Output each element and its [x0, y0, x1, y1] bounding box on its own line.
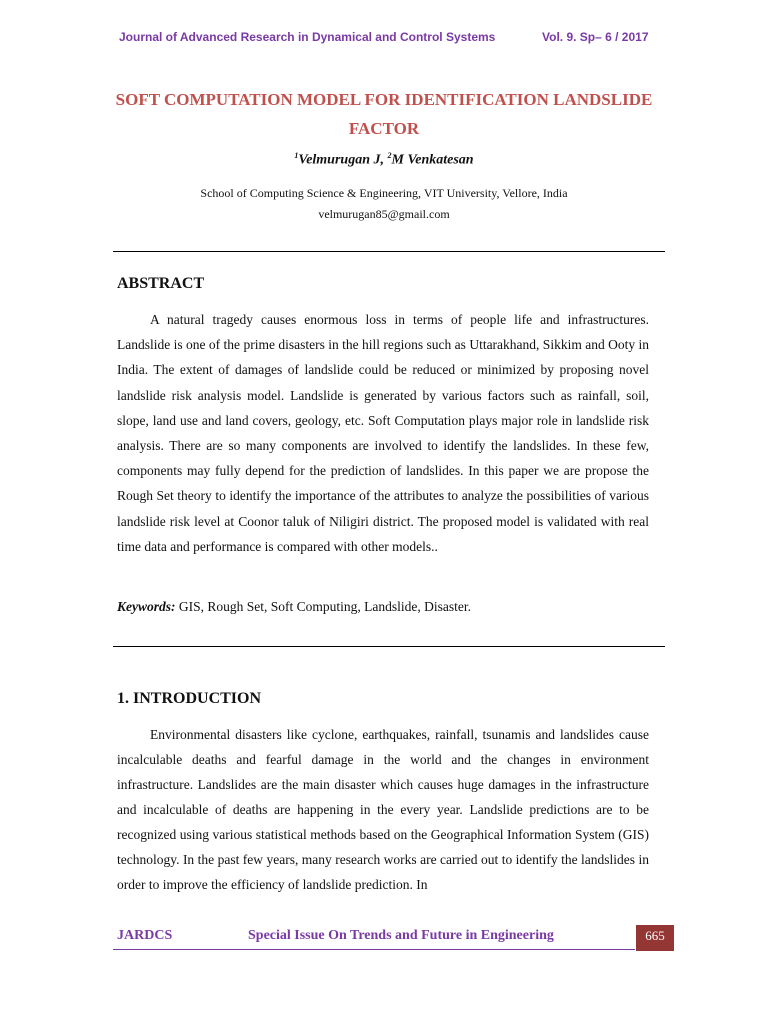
keywords-label: Keywords: — [117, 599, 176, 614]
paper-title-line-1: SOFT COMPUTATION MODEL FOR IDENTIFICATION LANDSLIDE — [115, 90, 653, 109]
footer-issue-title: Special Issue On Trends and Future in Engineering — [248, 928, 554, 943]
abstract-top-divider — [113, 251, 665, 252]
page-number: 665 — [636, 925, 674, 951]
keywords-text: GIS, Rough Set, Soft Computing, Landslide, Disaster. — [175, 599, 471, 614]
journal-name: Journal of Advanced Research in Dynamical and Control Systems — [119, 30, 496, 44]
author-1-name: Velmurugan J, — [298, 152, 388, 168]
paper-title-line-2: FACTOR — [348, 119, 420, 138]
introduction-text: Environmental disasters like cyclone, earthquakes, rainfall, tsunamis and landslides cause incalculable deaths and fearful damage in the world and the changes in environment infrastructure. Landslides are the main disaster which causes huge damages in the infrastructure and incalculable of deaths are happening in the every year. Landslide predictions are to be recognized using various statistical methods based on the Geographical Information System (GIS) technology. In the past few years, many research works are carried out to identify the landslides in order to improve the efficiency of landslide prediction. In — [117, 727, 649, 892]
author-1-affiliation-mark: 1 — [294, 151, 299, 160]
author-email: velmurugan85@gmail.com — [318, 207, 450, 221]
keywords-line — [117, 599, 471, 615]
author-2-affiliation-mark: 2 — [387, 151, 392, 160]
abstract-bottom-divider — [113, 646, 665, 647]
introduction-heading: 1. INTRODUCTION — [117, 690, 262, 707]
author-line — [110, 151, 658, 169]
author-2-name: M Venkatesan — [391, 152, 474, 168]
abstract-heading: ABSTRACT — [117, 275, 205, 292]
abstract-text: A natural tragedy causes enormous loss in terms of people life and infrastructures. Landslide is one of the prime disasters in the hill regions such as Uttarakhand, Sikkim and Ooty in India. The extent of damages of landslide could be reduced or minimized by proposing novel landslide risk analysis model. Landslide is generated by various factors such as rainfall, soil, slope, land use and land covers, geology, etc. Soft Computation plays major role in landslide risk analysis. There are so many components are involved to identify the landslides. In these few, components may fully depend for the prediction of landslides. In this paper we are propose the Rough Set theory to identify the importance of the attributes to analyze the possibilities of various landslide risk level at Coonor taluk of Niligiri district. The proposed model is validated with real time data and performance is compared with other models.. — [117, 312, 649, 554]
footer-divider — [113, 949, 635, 950]
paper-title — [110, 85, 658, 143]
affiliation: School of Computing Science & Engineering, VIT University, Vellore, India — [200, 186, 568, 200]
volume-info: Vol. 9. Sp– 6 / 2017 — [542, 30, 649, 44]
footer-journal-abbrev: JARDCS — [117, 928, 173, 943]
